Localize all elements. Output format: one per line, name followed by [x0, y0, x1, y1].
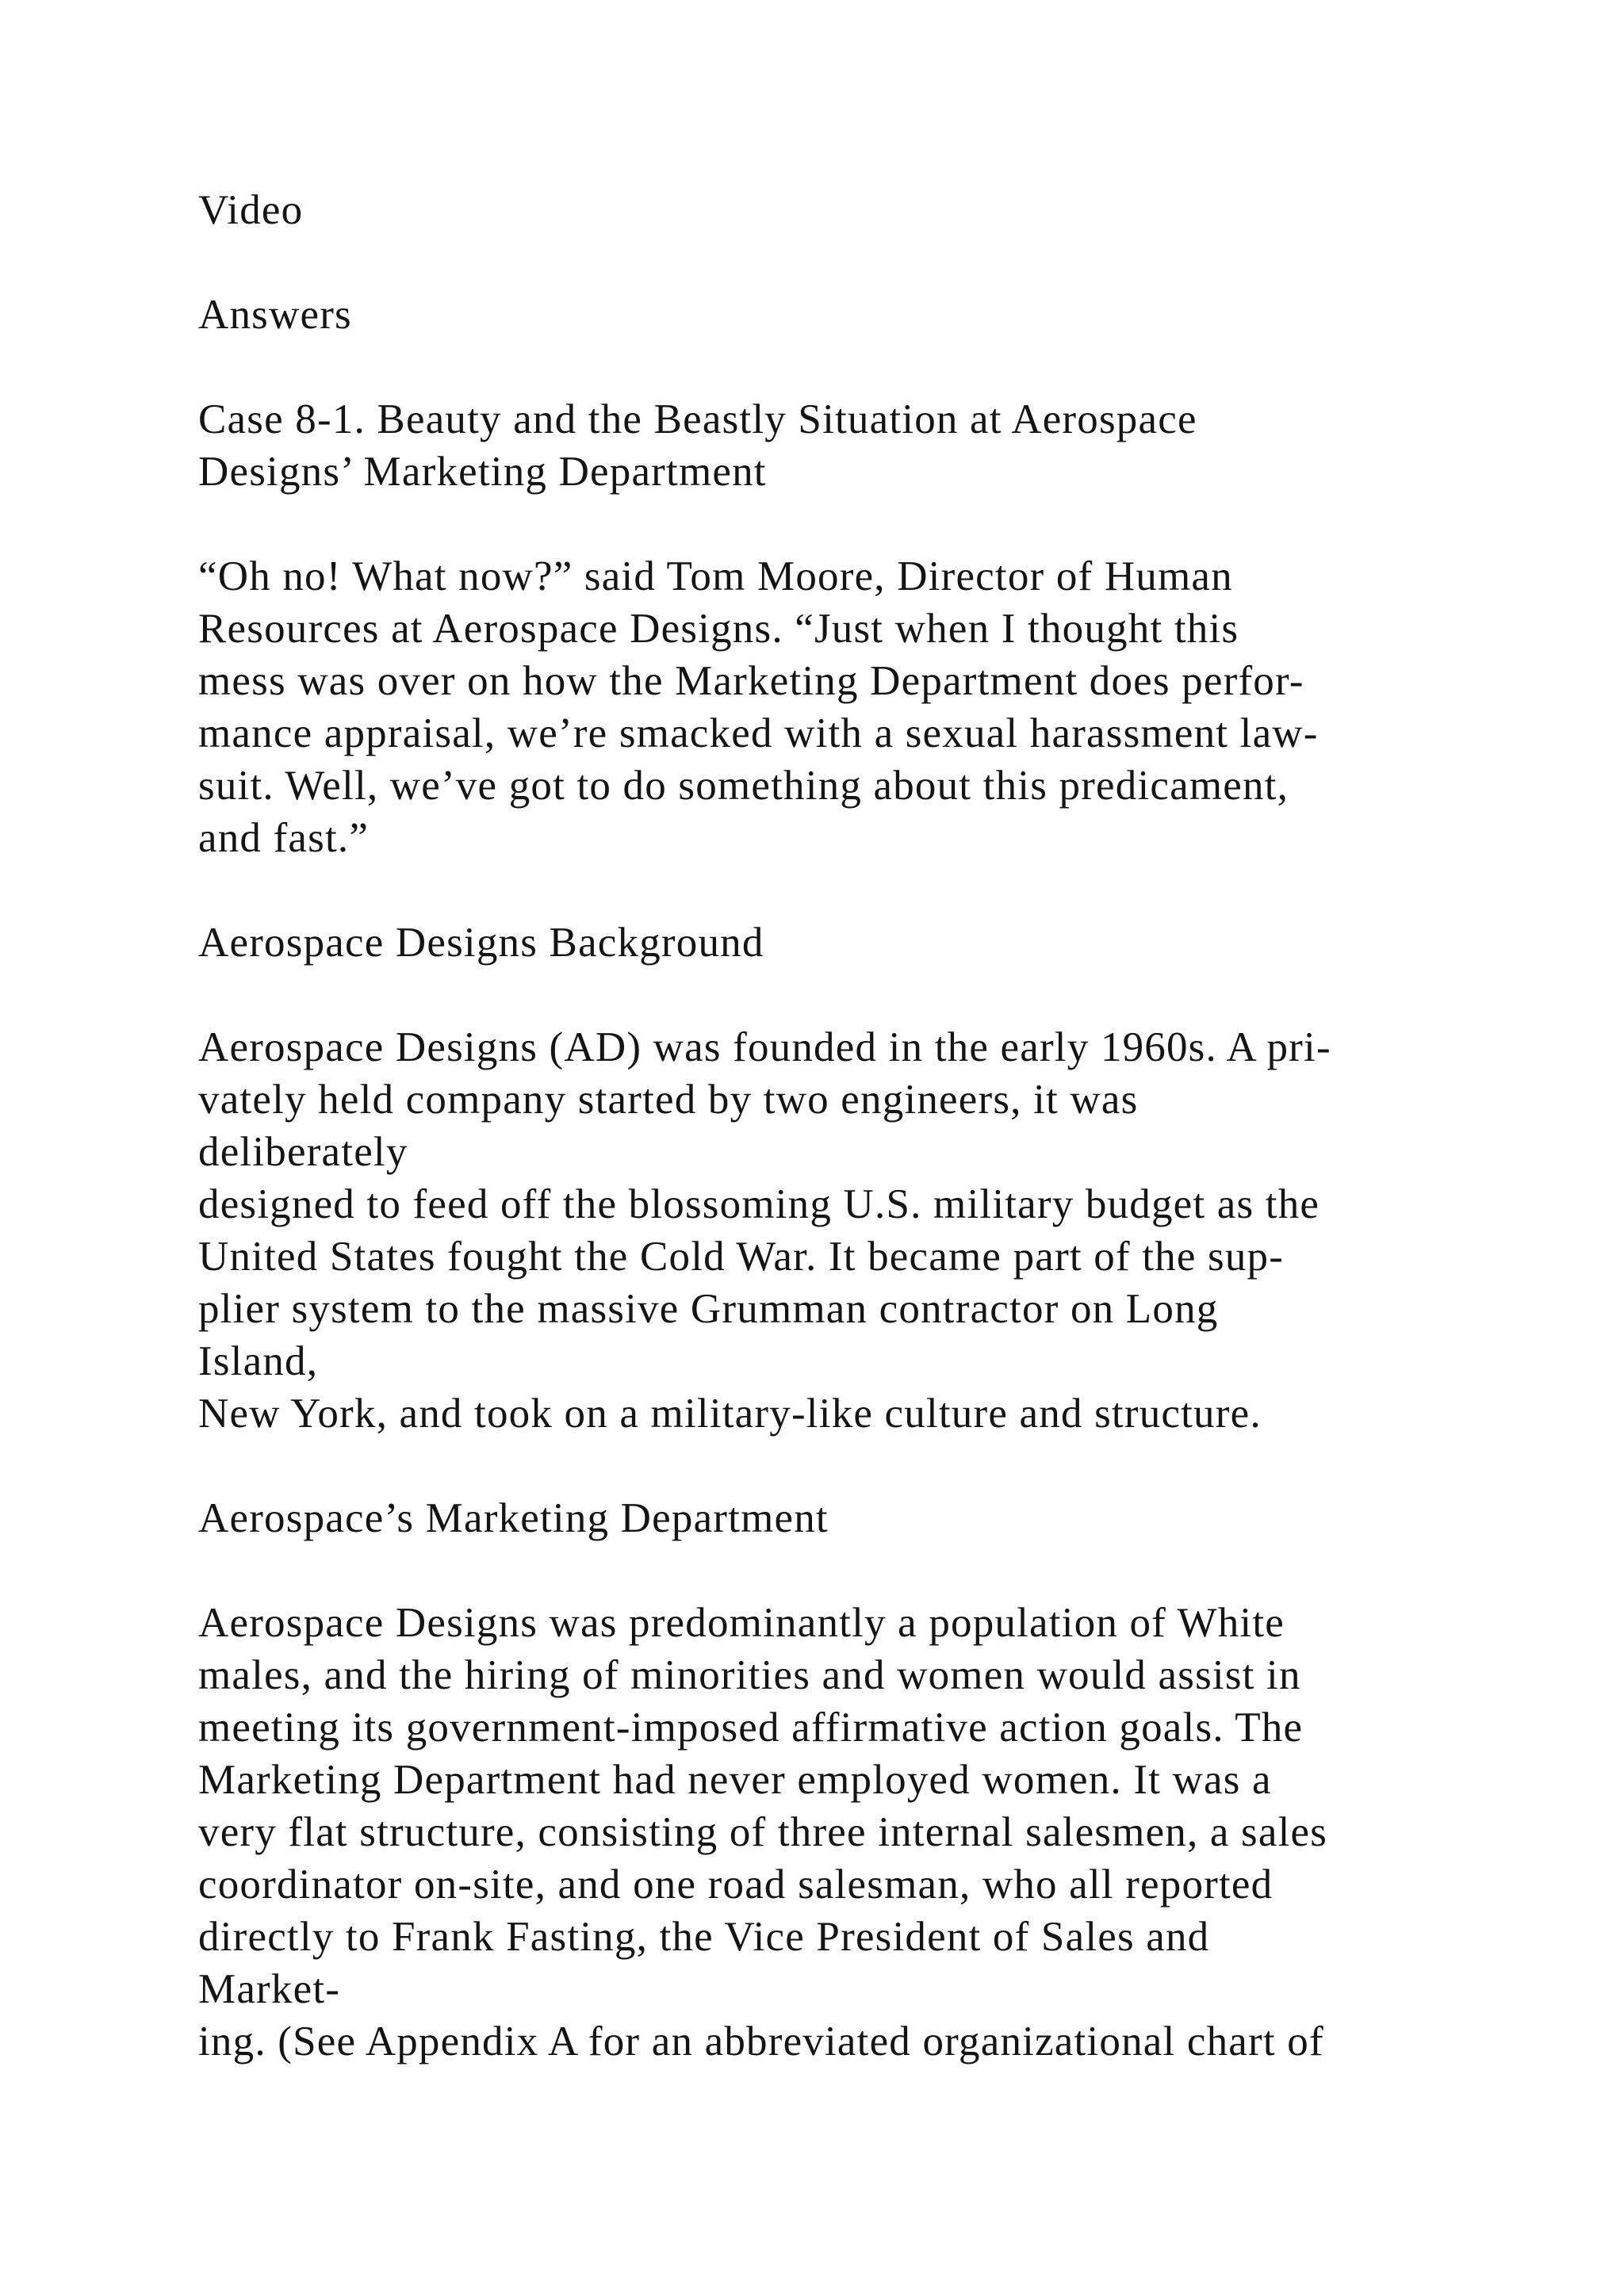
text-line: Aerospace Designs Background [198, 920, 764, 966]
text-line: Aerospace Designs was predominantly a population of White [198, 1600, 1285, 1646]
label-video [198, 184, 1507, 236]
text-line: United States fought the Cold War. It became part of the sup- [198, 1234, 1285, 1280]
text-line: Resources at Aerospace Designs. “Just when I thought this [198, 606, 1239, 652]
text-line: Aerospace’s Marketing Department [198, 1495, 829, 1541]
text-line: Designs’ Marketing Department [198, 449, 767, 495]
text-line: suit. Well, we’ve got to do something about this predicament, [198, 763, 1289, 809]
text-line: coordinator on-site, and one road salesman, who all reported [198, 1862, 1274, 1908]
document-body [198, 184, 1507, 2120]
background-paragraph [198, 1021, 1507, 1440]
text-line: plier system to the massive Grumman contractor on Long [198, 1286, 1219, 1332]
text-line: mess was over on how the Marketing Department does perfor- [198, 658, 1304, 704]
text-line: males, and the hiring of minorities and women would assist in [198, 1652, 1301, 1698]
text-line: “Oh no! What now?” said Tom Moore, Director of Human [198, 553, 1233, 599]
text-line: New York, and took on a military-like culture and structure. [198, 1391, 1262, 1437]
marketing-heading [198, 1492, 1507, 1544]
text-line: Market- [198, 1966, 341, 2012]
text-line: Video [198, 187, 304, 233]
text-line: designed to feed off the blossoming U.S. military budget as the [198, 1181, 1320, 1227]
text-line: Answers [198, 292, 352, 338]
text-line: deliberately [198, 1129, 408, 1175]
text-line: Marketing Department had never employed women. It was a [198, 1757, 1272, 1803]
background-heading [198, 916, 1507, 969]
text-line: meeting its government-imposed affirmative action goals. The [198, 1705, 1304, 1751]
case-title [198, 393, 1507, 498]
text-line: and fast.” [198, 815, 370, 861]
text-line: ing. (See Appendix A for an abbreviated organizational chart of [198, 2019, 1324, 2064]
text-line: mance appraisal, we’re smacked with a sexual harassment law- [198, 710, 1319, 756]
text-line: very flat structure, consisting of three internal salesmen, a sales [198, 1809, 1328, 1855]
text-line: directly to Frank Fasting, the Vice President of Sales and [198, 1914, 1210, 1960]
marketing-paragraph [198, 1597, 1507, 2068]
text-line: Case 8-1. Beauty and the Beastly Situation at Aerospace [198, 396, 1197, 442]
text-line: vately held company started by two engineers, it was [198, 1077, 1139, 1123]
text-line: Aerospace Designs (AD) was founded in the early 1960s. A pri- [198, 1024, 1331, 1070]
intro-paragraph [198, 550, 1507, 864]
text-line: Island, [198, 1338, 319, 1384]
label-answers [198, 289, 1507, 341]
